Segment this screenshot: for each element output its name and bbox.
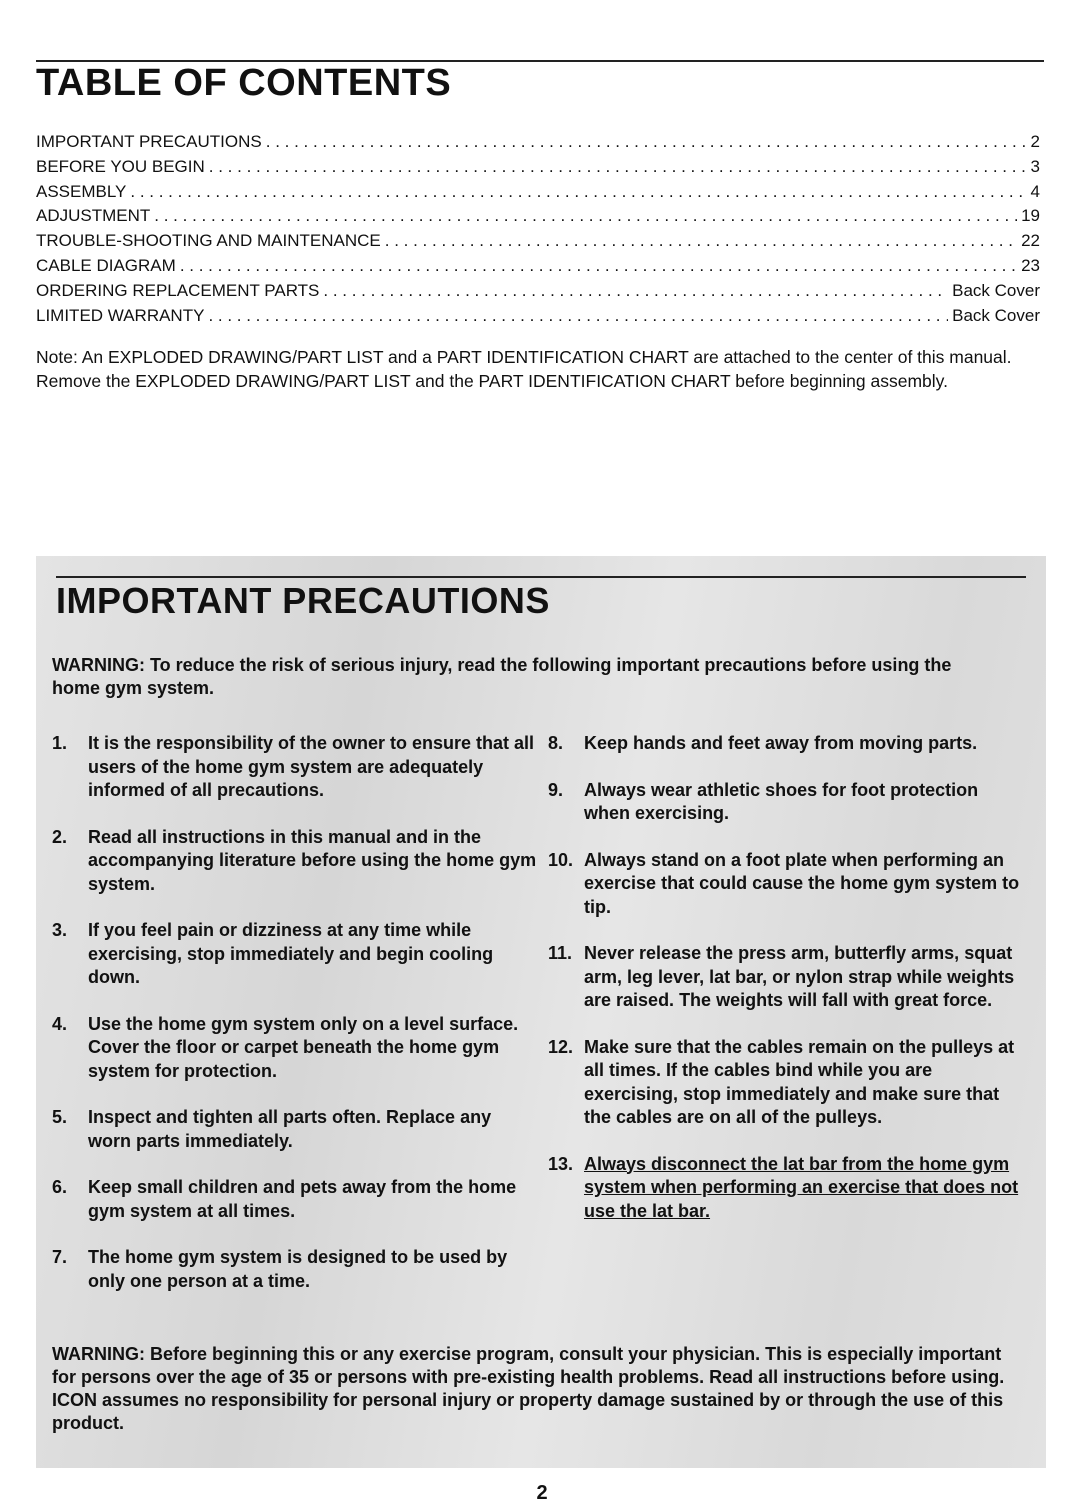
precaution-text: Keep hands and feet away from moving parts. (584, 733, 978, 753)
toc-leader-dots (385, 231, 1017, 251)
toc-entry-title: TROUBLE-SHOOTING AND MAINTENANCE (36, 231, 381, 251)
precaution-number: 7. (52, 1247, 68, 1267)
precaution-number: 4. (52, 1013, 68, 1034)
precaution-number: 11. (548, 943, 573, 963)
precaution-item (548, 849, 1026, 920)
warning-top: WARNING: To reduce the risk of serious injury, read the following important precautions before using the home gym system. (52, 655, 952, 698)
assembly-note: Note: An EXPLODED DRAWING/PART LIST and a PART IDENTIFICATION CHART are attached to the center of this manual. Remove the EXPLODED DRAWING/PART LIST and the PART IDENTIFICATION CHART before beginning assembly. (36, 347, 1012, 391)
precautions-title: IMPORTANT PRECAUTIONS (56, 580, 550, 621)
precaution-text: Use the home gym system only on a level surface. Cover the floor or carpet beneath the home gym system for protection. (88, 1013, 519, 1081)
precaution-item (52, 732, 537, 803)
precaution-item (52, 1246, 537, 1293)
precaution-text: If you feel pain or dizziness at any time while exercising, stop immediately and begin cooling down. (88, 920, 494, 987)
precaution-item (548, 1036, 1026, 1130)
toc-entry[interactable] (36, 157, 1040, 182)
toc-entry-title: BEFORE YOU BEGIN (36, 156, 205, 176)
toc-entry-title: CABLE DIAGRAM (36, 255, 176, 275)
toc-entry-title: IMPORTANT PRECAUTIONS (36, 132, 262, 151)
precaution-text: It is the responsibility of the owner to ensure that all users of the home gym system are adequately informed of all precautions. (88, 733, 535, 800)
precaution-number: 8. (548, 733, 564, 753)
precaution-text: Keep small children and pets away from the home gym system at all times. (88, 1177, 517, 1221)
precaution-item (52, 826, 537, 897)
precaution-text: Make sure that the cables remain on the pulleys at all times. If the cables bind while you are exercising, stop immediately and make sure that the cables are on all of the pulleys. (584, 1036, 1015, 1127)
precaution-item (52, 1106, 537, 1153)
precautions-right-column (548, 732, 1026, 1246)
toc-entry[interactable] (36, 281, 1040, 306)
precaution-number: 2. (52, 826, 68, 847)
toc-leader-dots (266, 132, 1027, 152)
precaution-number: 13. (548, 1153, 574, 1174)
precaution-item (52, 1176, 537, 1223)
toc-entry-page: Back Cover (952, 280, 1040, 300)
precaution-number: 10. (548, 849, 574, 870)
precaution-number: 3. (52, 920, 68, 940)
precaution-item (52, 919, 537, 990)
toc-entry[interactable] (36, 306, 1040, 331)
toc-leader-dots (154, 206, 1017, 226)
precaution-text: Always wear athletic shoes for foot protection when exercising. (584, 779, 979, 823)
toc-entry-title: ORDERING REPLACEMENT PARTS (36, 280, 320, 300)
precaution-item (52, 1013, 537, 1084)
toc-entry[interactable] (36, 256, 1040, 281)
precaution-number: 12. (548, 1036, 574, 1057)
precaution-item (548, 942, 1026, 1013)
precaution-number: 1. (52, 733, 68, 753)
toc-entry-page: 2 (1030, 132, 1040, 151)
toc-entry[interactable] (36, 182, 1040, 207)
toc-entry-page: 19 (1021, 206, 1040, 226)
precaution-item (548, 732, 1026, 756)
precaution-text: Inspect and tighten all parts often. Replace any worn parts immediately. (88, 1107, 492, 1151)
page-number: 2 (536, 1482, 548, 1504)
precaution-text: The home gym system is designed to be used by only one person at a time. (88, 1247, 508, 1291)
warning-bottom: WARNING: Before beginning this or any exercise program, consult your physician. This is especially important for persons over the age of 35 or persons with pre-existing health problems. Read all instructions before using. ICON assumes no responsibility for personal injury or property damage sustained by or through the use of this product. (52, 1344, 1005, 1433)
precaution-text: Read all instructions in this manual and in the accompanying literature before using the home gym system. (88, 826, 537, 894)
toc-entry-title: ADJUSTMENT (36, 206, 151, 226)
precaution-text: Always stand on a foot plate when performing an exercise that could cause the home gym system to tip. (584, 849, 1020, 917)
toc-leader-dots (130, 182, 1026, 202)
toc-entry[interactable] (36, 132, 1040, 157)
toc-leader-dots (208, 306, 948, 326)
toc-entry-page: 23 (1021, 255, 1040, 275)
precaution-number: 6. (52, 1177, 68, 1197)
toc-title: TABLE OF CONTENTS (36, 62, 452, 104)
precaution-text: Never release the press arm, butterfly arms, squat arm, leg lever, lat bar, or nylon strap while weights are raised. The weights will fall with great force. (584, 943, 1015, 1010)
toc-entry-page: 3 (1030, 156, 1040, 176)
toc-entry-page: 22 (1021, 231, 1040, 251)
toc-leader-dots (180, 256, 1017, 276)
toc-leader-dots (323, 281, 948, 301)
toc-entry[interactable] (36, 231, 1040, 256)
toc-list (36, 132, 1040, 330)
toc-entry[interactable] (36, 206, 1040, 231)
precaution-text: Always disconnect the lat bar from the home gym system when performing an exercise that does not use the lat bar. (584, 1153, 1019, 1221)
precaution-item (548, 1153, 1026, 1224)
precaution-number: 5. (52, 1107, 68, 1127)
precautions-left-column (52, 732, 537, 1316)
precaution-number: 9. (548, 779, 564, 800)
toc-entry-page: 4 (1030, 181, 1040, 201)
precaution-item (548, 779, 1026, 826)
precautions-rule (56, 576, 1026, 578)
toc-entry-page: Back Cover (952, 305, 1040, 325)
toc-entry-title: LIMITED WARRANTY (36, 305, 205, 325)
toc-entry-title: ASSEMBLY (36, 181, 127, 201)
toc-leader-dots (209, 157, 1027, 177)
